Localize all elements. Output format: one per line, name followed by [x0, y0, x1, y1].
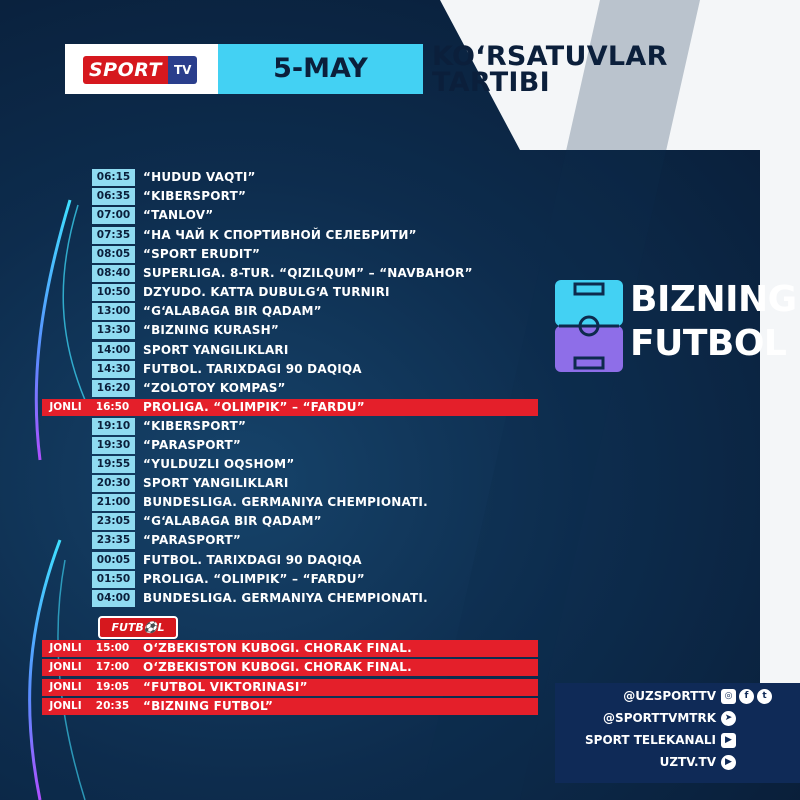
logo-tv-text: TV [168, 56, 197, 84]
schedule-row [92, 342, 538, 359]
row-time: 19:10 [92, 418, 135, 435]
row-program: SUPERLIGA. 8-TUR. “QIZILQUM” – “NAVBAHOR” [143, 266, 473, 280]
row-program: “KIBERSPORT” [143, 189, 247, 203]
row-time: 19:05 [95, 681, 130, 693]
social-instagram-label[interactable]: @UZSPORTTV [623, 689, 716, 703]
row-time: 23:05 [92, 513, 135, 530]
live-label: JONLI [49, 642, 82, 654]
row-time: 14:30 [92, 361, 135, 378]
live-label: JONLI [49, 700, 82, 712]
live-label: JONLI [49, 401, 82, 413]
header-date: 5-MAY [218, 44, 423, 94]
schedule-row [92, 437, 538, 454]
row-program: “BIZNING FUTBOL” [143, 699, 274, 713]
row-program: “НА ЧАЙ К СПОРТИВНОЙ СЕЛЕБРИТИ” [143, 228, 417, 242]
row-time: 04:00 [92, 590, 135, 607]
social-youtube-label[interactable]: SPORT TELEKANALI [585, 733, 716, 747]
logo-pitch-bottom [555, 326, 623, 372]
logo-sport-text: SPORT [83, 56, 168, 84]
row-time: 07:00 [92, 207, 135, 224]
schedule-row [92, 303, 538, 320]
facebook-icon[interactable]: f [739, 689, 754, 704]
row-program: “BIZNING KURASH” [143, 323, 279, 337]
schedule-row [92, 246, 538, 263]
row-time: 19:30 [92, 437, 135, 454]
schedule-row [92, 284, 538, 301]
row-program: “FUTBOL VIKTORINASI” [143, 680, 308, 694]
row-time: 01:50 [92, 571, 135, 588]
youtube-icon[interactable]: ▶ [721, 733, 736, 748]
row-program: “PARASPORT” [143, 533, 242, 547]
logo-pitch-top [555, 280, 623, 326]
row-program: PROLIGA. “OLIMPIK” – “FARDU” [143, 572, 365, 586]
row-program: “SPORT ERUDIT” [143, 247, 261, 261]
row-time: 14:00 [92, 342, 135, 359]
schedule-row [92, 552, 538, 569]
schedule-row [92, 475, 538, 492]
row-time: 15:00 [95, 642, 130, 654]
bf-line1: BIZNING [630, 279, 797, 320]
row-time: 08:05 [92, 246, 135, 263]
schedule-row [92, 188, 538, 205]
row-time: 19:55 [92, 456, 135, 473]
row-time: 06:15 [92, 169, 135, 186]
row-time: 00:05 [92, 552, 135, 569]
row-time: 07:35 [92, 227, 135, 244]
row-program: PROLIGA. “OLIMPIK” – “FARDU” [143, 400, 365, 414]
row-program: SPORT YANGILIKLARI [143, 476, 289, 490]
schedule-row [92, 169, 538, 186]
row-program: DZYUDO. KATTA DUBULG‘A TURNIRI [143, 285, 390, 299]
row-program: “HUDUD VAQTI” [143, 170, 256, 184]
row-time: 10:50 [92, 284, 135, 301]
row-program: “YULDUZLI OQSHOM” [143, 457, 295, 471]
futbol-row-live [42, 698, 538, 715]
schedule-row [92, 456, 538, 473]
row-time: 16:50 [95, 401, 130, 413]
row-time: 21:00 [92, 494, 135, 511]
row-time: 06:35 [92, 188, 135, 205]
header-title [432, 41, 668, 98]
schedule-row [92, 380, 538, 397]
sport-tv-logo [83, 56, 197, 84]
live-label: JONLI [49, 681, 82, 693]
row-time: 20:30 [92, 475, 135, 492]
row-time: 08:40 [92, 265, 135, 282]
live-label: JONLI [49, 661, 82, 673]
schedule-row [92, 513, 538, 530]
row-program: BUNDESLIGA. GERMANIYA CHEMPIONATI. [143, 495, 428, 509]
schedule-row [92, 418, 538, 435]
row-program: “TANLOV” [143, 208, 214, 222]
row-program: “ZOLOTOY KOMPAS” [143, 381, 286, 395]
row-program: “G‘ALABAGA BIR QADAM” [143, 304, 322, 318]
schedule-row [92, 494, 538, 511]
row-time: 13:30 [92, 322, 135, 339]
schedule-row [92, 227, 538, 244]
bizning-futbol-text [630, 278, 797, 366]
row-time: 13:00 [92, 303, 135, 320]
header-title-line1: KO‘RSATUVLAR [432, 41, 668, 72]
schedule-row [92, 532, 538, 549]
telegram-icon[interactable]: ➤ [721, 711, 736, 726]
row-program: “PARASPORT” [143, 438, 242, 452]
row-time: 23:35 [92, 532, 135, 549]
social-links [555, 683, 800, 783]
futbol-badge: FUTB⚽L [98, 616, 178, 639]
row-program: FUTBOL. TARIXDAGI 90 DAQIQA [143, 362, 362, 376]
twitter-icon[interactable]: t [757, 689, 772, 704]
futbol-row-live [42, 659, 538, 676]
instagram-icon[interactable]: ◎ [721, 689, 736, 704]
row-program: FUTBOL. TARIXDAGI 90 DAQIQA [143, 553, 362, 567]
play-icon[interactable]: ▶ [721, 755, 736, 770]
schedule-row [92, 590, 538, 607]
row-program: BUNDESLIGA. GERMANIYA CHEMPIONATI. [143, 591, 428, 605]
schedule-row [92, 207, 538, 224]
schedule-row [92, 322, 538, 339]
row-time: 16:20 [92, 380, 135, 397]
schedule-row [92, 361, 538, 378]
row-program: “G‘ALABAGA BIR QADAM” [143, 514, 322, 528]
row-time: 20:35 [95, 700, 130, 712]
schedule-row [92, 571, 538, 588]
row-program: O‘ZBEKISTON KUBOGI. CHORAK FINAL. [143, 660, 412, 674]
social-icons-row1 [721, 685, 772, 707]
social-icons-row4 [721, 751, 736, 773]
social-icons-row2 [721, 707, 736, 729]
social-icons-row3 [721, 729, 736, 751]
futbol-row-live [42, 679, 538, 696]
schedule-row [92, 265, 538, 282]
schedule-row-live [42, 399, 538, 416]
row-program: “KIBERSPORT” [143, 419, 247, 433]
header-title-line2: TARTIBI [432, 67, 550, 98]
social-website-label[interactable]: UZTV.TV [659, 755, 716, 769]
row-time: 17:00 [95, 661, 130, 673]
social-telegram-label[interactable]: @SPORTTVMTRK [603, 711, 716, 725]
futbol-row-live [42, 640, 538, 657]
row-program: O‘ZBEKISTON KUBOGI. CHORAK FINAL. [143, 641, 412, 655]
bf-line2: FUTBOL [630, 323, 787, 364]
row-program: SPORT YANGILIKLARI [143, 343, 289, 357]
